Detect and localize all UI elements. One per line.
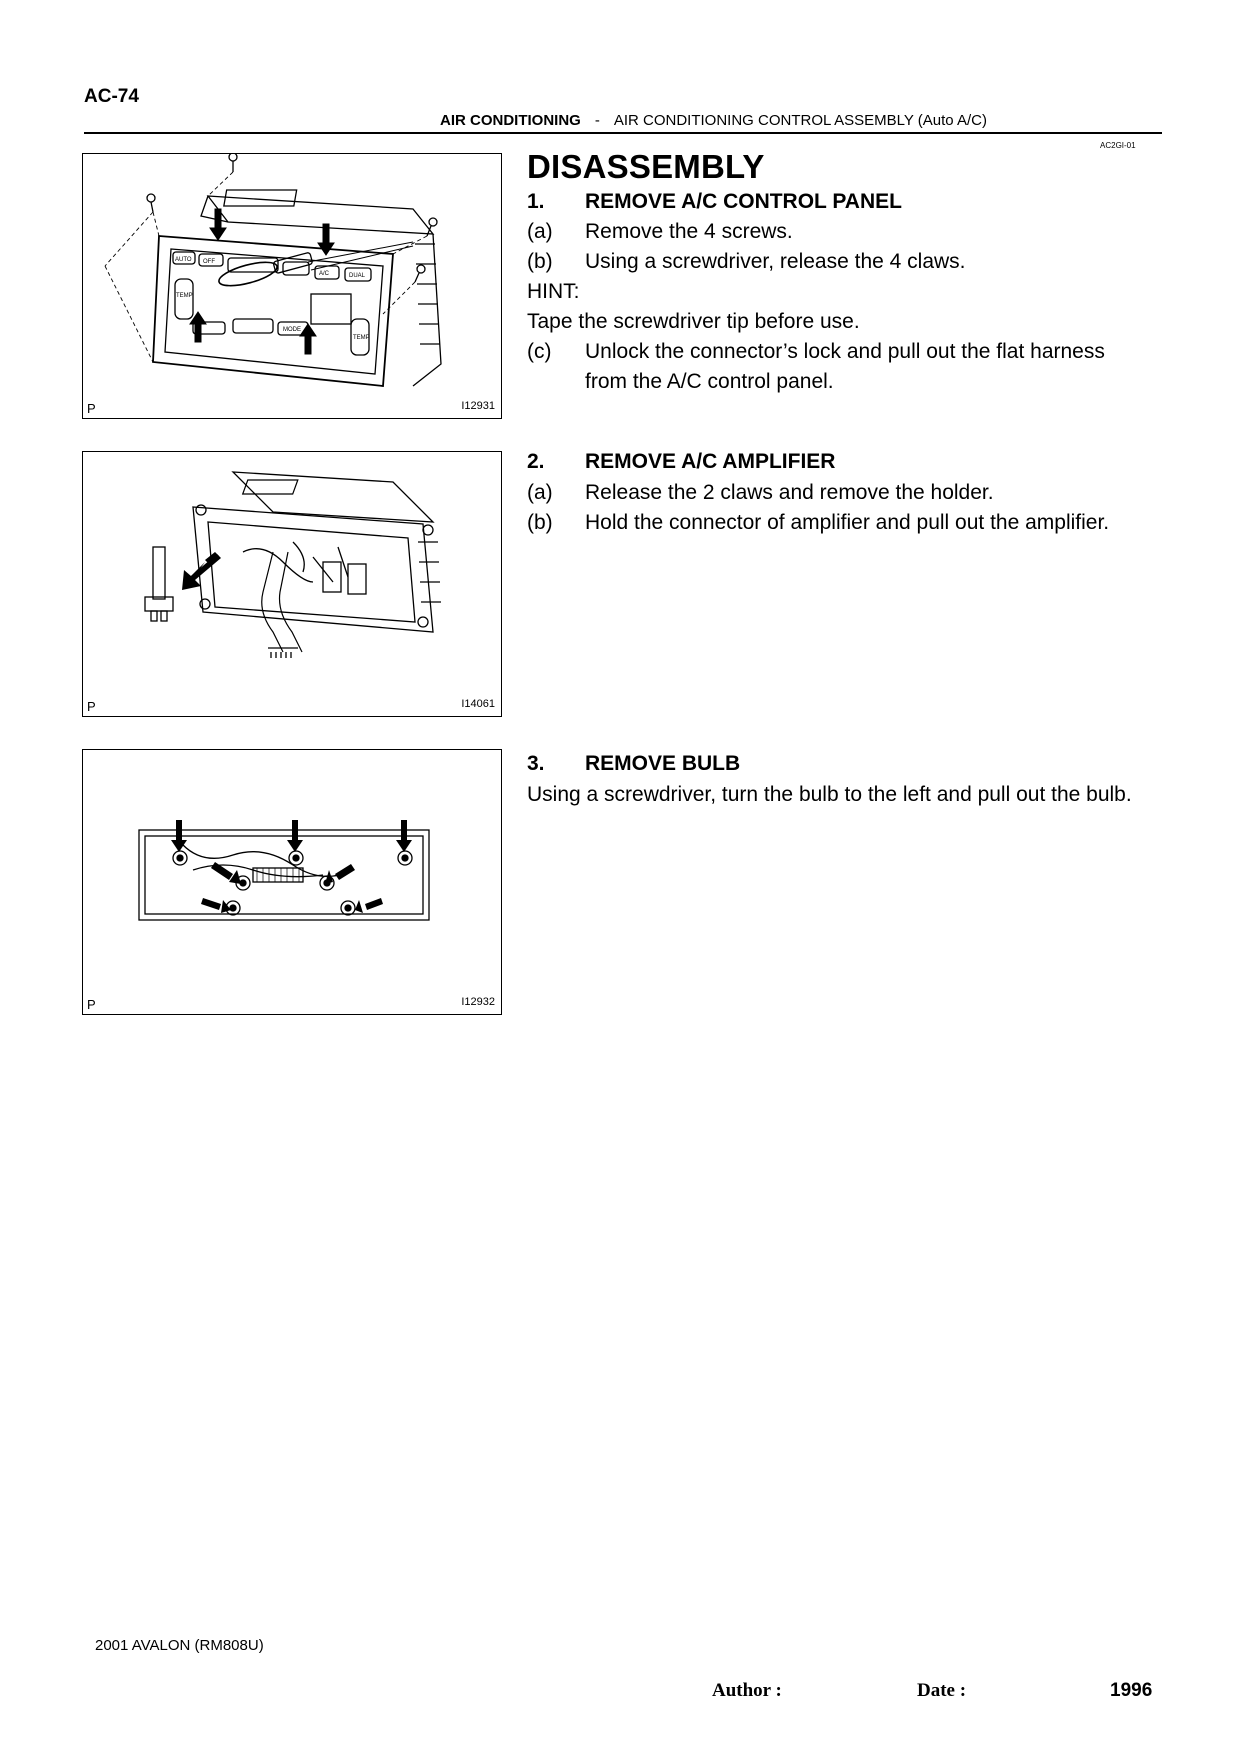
bulbs-illustration	[83, 750, 503, 1016]
panel-label-ac: A/C	[319, 271, 330, 277]
item-text: Release the 2 claws and remove the holder.	[585, 481, 994, 504]
step-1-heading	[527, 190, 902, 214]
item-tag: (a)	[527, 220, 553, 243]
hint-text: Tape the screwdriver tip before use.	[527, 310, 860, 333]
figure-p-mark: P	[87, 997, 96, 1012]
figure-bulbs	[82, 749, 502, 1015]
amplifier-illustration	[83, 452, 503, 718]
step-3-heading	[527, 752, 740, 776]
item-tag: (c)	[527, 340, 552, 363]
panel-label-auto: AUTO	[175, 257, 192, 263]
header-separator: -	[594, 112, 600, 129]
figure-p-mark: P	[87, 401, 96, 416]
step-2-heading	[527, 450, 835, 474]
step-number: 2.	[527, 450, 545, 473]
panel-label-temp-right: TEMP	[353, 335, 370, 341]
footer-model: 2001 AVALON (RM808U)	[95, 1637, 264, 1654]
step-1-item-b	[527, 250, 966, 274]
control-panel-illustration	[83, 154, 503, 420]
figure-id: I12931	[461, 400, 495, 412]
figure-amplifier	[82, 451, 502, 717]
page-title: DISASSEMBLY	[527, 148, 765, 185]
header-section: AIR CONDITIONING	[440, 112, 581, 129]
item-text: Using a screwdriver, release the 4 claws.	[585, 250, 966, 273]
footer-author-label: Author :	[712, 1680, 782, 1701]
item-text: Hold the connector of amplifier and pull out the amplifier.	[585, 511, 1110, 534]
figure-p-mark: P	[87, 699, 96, 714]
panel-label-off: OFF	[203, 259, 215, 265]
step-title: REMOVE A/C CONTROL PANEL	[585, 190, 902, 213]
step-title: REMOVE BULB	[585, 752, 741, 775]
step-2-item-b	[527, 511, 1109, 535]
step-2-item-a	[527, 481, 994, 505]
step-number: 1.	[527, 190, 545, 213]
footer-page-number: 1996	[1110, 1680, 1153, 1701]
panel-label-mode: MODE	[283, 327, 301, 333]
doc-code: AC2GI-01	[1100, 141, 1136, 150]
item-tag: (b)	[527, 511, 553, 534]
header-subsection: AIR CONDITIONING CONTROL ASSEMBLY (Auto A/C)	[613, 112, 987, 129]
header-title	[440, 112, 987, 129]
panel-label-dual: DUAL	[349, 273, 366, 279]
step-1-item-c	[527, 340, 1105, 364]
item-text: Remove the 4 screws.	[585, 220, 793, 243]
step-number: 3.	[527, 752, 545, 775]
panel-label-temp-left: TEMP	[176, 293, 193, 299]
figure-id: I14061	[461, 698, 495, 710]
figure-control-panel	[82, 153, 502, 419]
item-tag: (b)	[527, 250, 553, 273]
hint-label: HINT:	[527, 280, 580, 303]
footer-date-label: Date :	[917, 1680, 967, 1701]
step-1-item-a	[527, 220, 793, 244]
header-rule	[84, 132, 1162, 134]
step-1-item-c-continued: from the A/C control panel.	[585, 370, 834, 393]
page-code: AC-74	[84, 86, 139, 107]
item-text: Unlock the connector’s lock and pull out the flat harness	[585, 340, 1105, 363]
item-tag: (a)	[527, 481, 553, 504]
step-3-text: Using a screwdriver, turn the bulb to the left and pull out the bulb.	[527, 783, 1132, 806]
step-title: REMOVE A/C AMPLIFIER	[585, 450, 836, 473]
figure-id: I12932	[461, 996, 495, 1008]
